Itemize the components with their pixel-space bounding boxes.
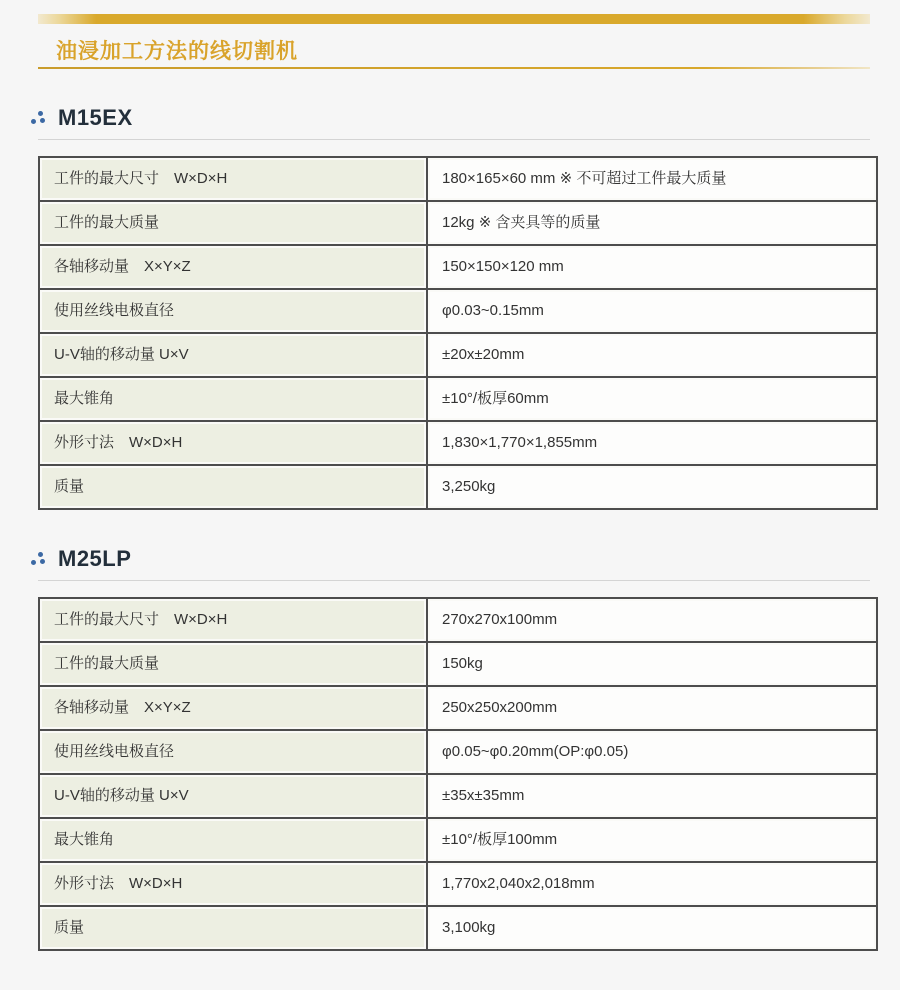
spec-row	[40, 775, 876, 817]
spec-label: 使用丝线电极直径	[40, 290, 426, 332]
spec-table	[38, 156, 878, 510]
spec-row	[40, 731, 876, 773]
blue-dots-bullet-icon	[30, 110, 46, 126]
spec-row	[40, 466, 876, 508]
spec-label: 质量	[40, 466, 426, 508]
spec-label: 各轴移动量 X×Y×Z	[40, 246, 426, 288]
spec-table-body	[40, 599, 876, 949]
spec-value: ±10°/板厚60mm	[428, 378, 876, 420]
spec-row	[40, 643, 876, 685]
spec-label: 工件的最大质量	[40, 643, 426, 685]
product-section	[38, 546, 870, 951]
spec-table	[38, 597, 878, 951]
spec-value: φ0.05~φ0.20mm(OP:φ0.05)	[428, 731, 876, 773]
spec-row	[40, 422, 876, 464]
spec-row	[40, 158, 876, 200]
spec-value: ±35x±35mm	[428, 775, 876, 817]
spec-row	[40, 687, 876, 729]
spec-label: U-V轴的移动量 U×V	[40, 334, 426, 376]
spec-label: 工件的最大尺寸 W×D×H	[40, 158, 426, 200]
spec-row	[40, 599, 876, 641]
product-section	[38, 105, 870, 510]
spec-row	[40, 863, 876, 905]
spec-value: 250x250x200mm	[428, 687, 876, 729]
spec-value: 3,100kg	[428, 907, 876, 949]
spec-label: 工件的最大质量	[40, 202, 426, 244]
spec-row	[40, 202, 876, 244]
section-title: M15EX	[58, 105, 133, 130]
spec-value: 180×165×60 mm ※ 不可超过工件最大质量	[428, 158, 876, 200]
blue-dots-bullet-icon	[30, 551, 46, 567]
spec-value: φ0.03~0.15mm	[428, 290, 876, 332]
section-title: M25LP	[58, 546, 132, 571]
spec-row	[40, 290, 876, 332]
spec-label: 质量	[40, 907, 426, 949]
spec-value: 150×150×120 mm	[428, 246, 876, 288]
spec-label: U-V轴的移动量 U×V	[40, 775, 426, 817]
spec-label: 最大锥角	[40, 819, 426, 861]
spec-row	[40, 246, 876, 288]
spec-label: 外形寸法 W×D×H	[40, 863, 426, 905]
spec-value: ±10°/板厚100mm	[428, 819, 876, 861]
spec-value: 150kg	[428, 643, 876, 685]
spec-label: 外形寸法 W×D×H	[40, 422, 426, 464]
page-title: 油浸加工方法的线切割机	[56, 40, 298, 63]
spec-value: 1,770x2,040x2,018mm	[428, 863, 876, 905]
spec-label: 使用丝线电极直径	[40, 731, 426, 773]
section-heading	[30, 546, 870, 572]
heading-divider	[38, 580, 870, 581]
spec-row	[40, 378, 876, 420]
spec-label: 各轴移动量 X×Y×Z	[40, 687, 426, 729]
spec-label: 最大锥角	[40, 378, 426, 420]
spec-row	[40, 819, 876, 861]
sections-container	[38, 105, 870, 951]
spec-value: ±20x±20mm	[428, 334, 876, 376]
section-heading	[30, 105, 870, 131]
spec-table-body	[40, 158, 876, 508]
spec-label: 工件的最大尺寸 W×D×H	[40, 599, 426, 641]
heading-divider	[38, 139, 870, 140]
spec-row	[40, 907, 876, 949]
spec-value: 270x270x100mm	[428, 599, 876, 641]
spec-value: 3,250kg	[428, 466, 876, 508]
spec-value: 12kg ※ 含夹具等的质量	[428, 202, 876, 244]
title-underline	[38, 67, 870, 69]
spec-value: 1,830×1,770×1,855mm	[428, 422, 876, 464]
spec-row	[40, 334, 876, 376]
top-accent-bar	[38, 14, 870, 24]
